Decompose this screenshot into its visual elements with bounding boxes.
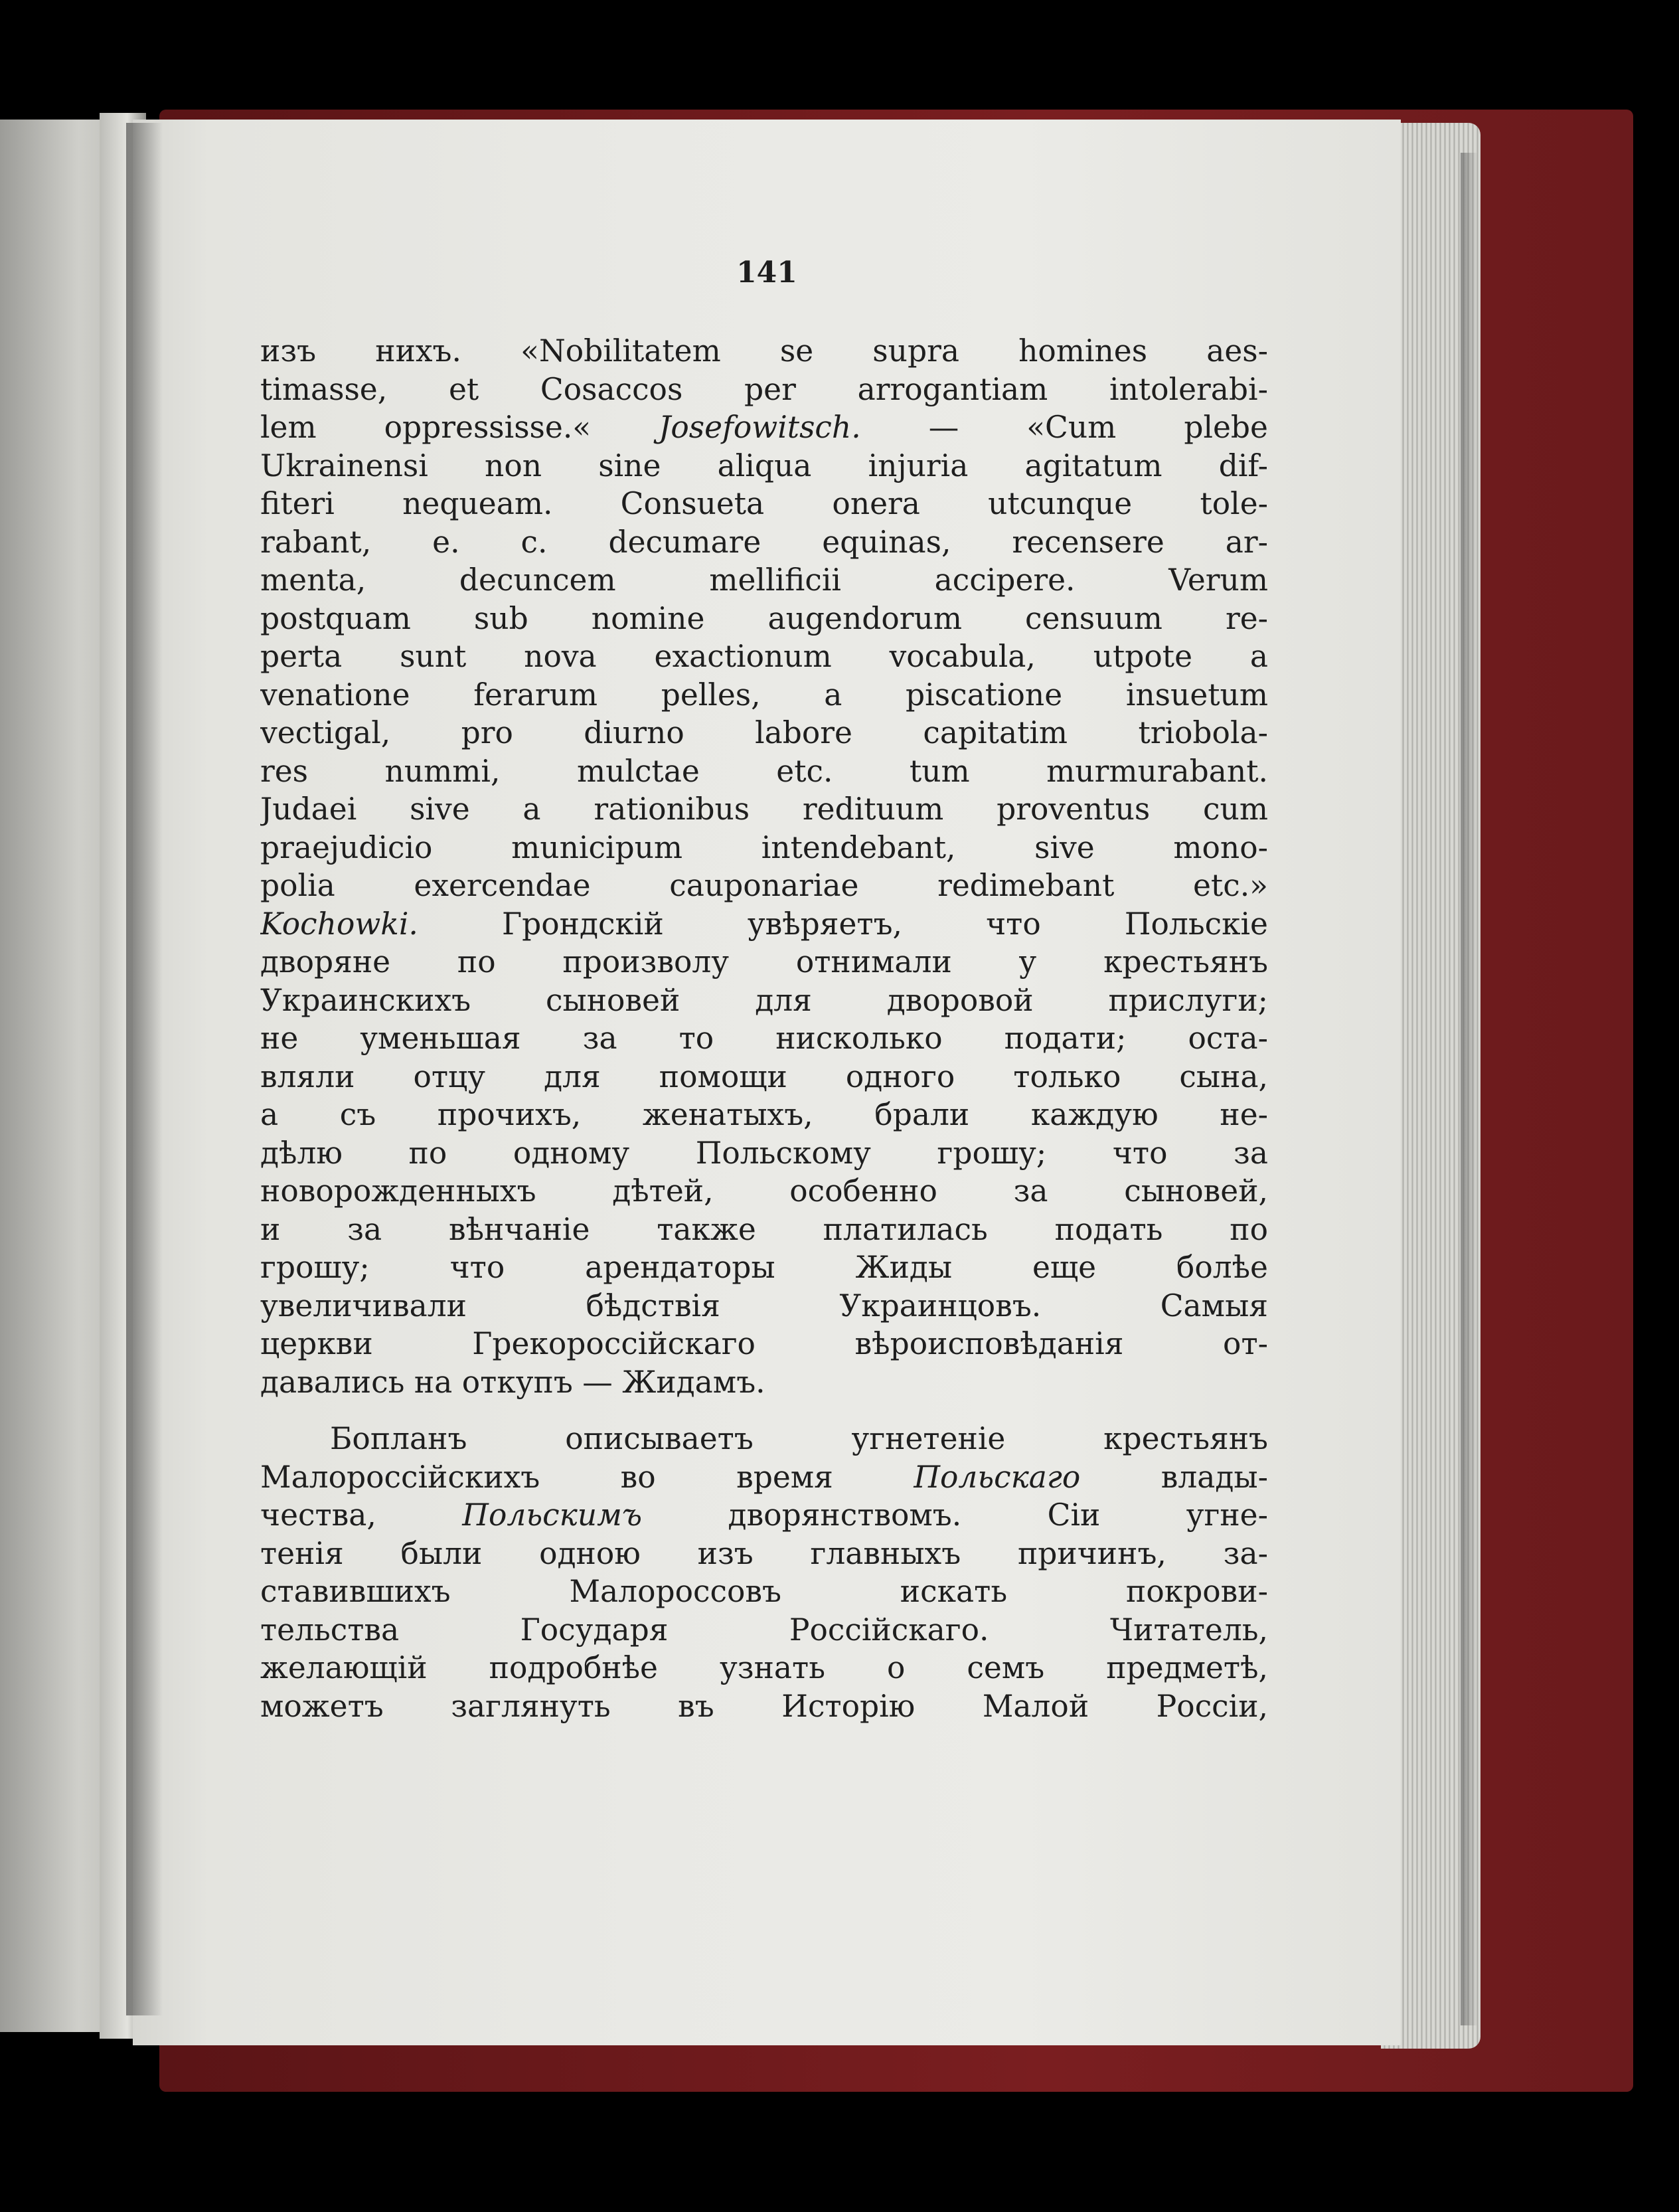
text-line bbox=[260, 1649, 1268, 1687]
text-line bbox=[260, 714, 1268, 752]
page-number: 141 bbox=[736, 256, 797, 290]
text-line bbox=[260, 867, 1268, 905]
text-segment: menta, decuncem mellificii accipere. Verum bbox=[260, 562, 1268, 598]
text-line bbox=[260, 561, 1268, 600]
text-line bbox=[260, 1611, 1268, 1650]
text-segment: res nummi, mulctae etc. tum murmurabant. bbox=[260, 753, 1268, 789]
text-line bbox=[260, 523, 1268, 562]
text-segment: грошу; что арендаторы Жиды еще болѣе bbox=[260, 1250, 1268, 1285]
italic-segment: Польскимъ bbox=[462, 1497, 643, 1533]
text-segment: дѣлю по одному Польскому грошу; что за bbox=[260, 1135, 1268, 1171]
text-line bbox=[260, 1211, 1268, 1249]
text-line bbox=[260, 485, 1268, 523]
text-segment: Малороссійскихъ во время bbox=[260, 1459, 914, 1495]
text-line bbox=[260, 981, 1268, 1020]
text-segment: rabant, e. c. decumare equinas, recensere ar- bbox=[260, 524, 1268, 560]
text-segment: вляли отцу для помощи одного только сына, bbox=[260, 1059, 1268, 1094]
text-line bbox=[260, 1496, 1268, 1535]
text-line bbox=[260, 1363, 1268, 1402]
text-segment: не уменьшая за то нисколько подати; оста- bbox=[260, 1021, 1268, 1056]
text-segment: praejudicio municipum intendebant, sive mono- bbox=[260, 829, 1268, 865]
text-segment: и за вѣнчаніе также платилась подать по bbox=[260, 1211, 1268, 1247]
italic-segment: Польскаго bbox=[914, 1459, 1081, 1495]
text-segment: влады- bbox=[1080, 1459, 1268, 1495]
text-line bbox=[260, 1019, 1268, 1058]
text-segment: церкви Грекороссійскаго вѣроисповѣданія от- bbox=[260, 1326, 1268, 1361]
text-segment: а съ прочихъ, женатыхъ, брали каждую не- bbox=[260, 1097, 1268, 1132]
text-line bbox=[260, 638, 1268, 676]
text-segment: vectigal, pro diurno labore capitatim triobola- bbox=[260, 715, 1268, 750]
text-segment: ставившихъ Малороссовъ искать покрови- bbox=[260, 1574, 1268, 1609]
text-segment: тельства Государя Россійскаго. Читатель, bbox=[260, 1612, 1268, 1648]
text-segment: postquam sub nomine augendorum censuum re- bbox=[260, 600, 1268, 636]
text-segment: — «Cum plebe bbox=[860, 410, 1268, 445]
text-line bbox=[260, 905, 1268, 944]
book-page bbox=[133, 120, 1401, 2045]
text-segment: venatione ferarum pelles, a piscatione insuetum bbox=[260, 677, 1268, 713]
page-block-shadow bbox=[1461, 153, 1478, 2025]
text-line bbox=[260, 752, 1268, 791]
text-line bbox=[260, 447, 1268, 485]
text-line bbox=[260, 676, 1268, 715]
text-line bbox=[260, 1687, 1268, 1726]
text-line bbox=[260, 1458, 1268, 1497]
text-line bbox=[260, 829, 1268, 867]
text-line bbox=[260, 943, 1268, 981]
text-segment: давались на откупъ — Жидамъ. bbox=[260, 1364, 765, 1400]
text-segment: Грондскій увѣряетъ, что Польскіе bbox=[418, 906, 1268, 942]
text-line bbox=[260, 408, 1268, 447]
text-line bbox=[260, 1058, 1268, 1096]
text-segment: perta sunt nova exactionum vocabula, utpote a bbox=[260, 639, 1268, 674]
text-line bbox=[260, 1573, 1268, 1611]
text-line bbox=[260, 1248, 1268, 1287]
text-segment: дворянствомъ. Сіи угне- bbox=[642, 1497, 1268, 1533]
text-line bbox=[260, 332, 1268, 371]
text-segment: дворяне по произволу отнимали у крестьянъ bbox=[260, 944, 1268, 979]
text-line bbox=[260, 1172, 1268, 1211]
text-line bbox=[260, 1134, 1268, 1173]
text-line bbox=[260, 1287, 1268, 1325]
text-line bbox=[260, 600, 1268, 638]
text-segment: lem oppressisse.« bbox=[260, 410, 659, 445]
text-line bbox=[260, 1535, 1268, 1573]
text-line bbox=[260, 790, 1268, 829]
text-segment: можетъ заглянуть въ Исторію Малой Россіи, bbox=[260, 1688, 1268, 1724]
text-segment: Ukrainensi non sine aliqua injuria agitatum dif- bbox=[260, 448, 1268, 483]
text-line bbox=[260, 1096, 1268, 1134]
text-segment: изъ нихъ. «Nobilitatem se supra homines aes- bbox=[260, 333, 1268, 369]
text-segment: timasse, et Cosaccos per arrogantiam intolerabi- bbox=[260, 371, 1268, 407]
italic-segment: Kochowki. bbox=[260, 906, 418, 942]
page-text bbox=[260, 332, 1268, 1725]
text-segment: желающій подробнѣе узнать о семъ предметѣ, bbox=[260, 1650, 1268, 1685]
text-line bbox=[260, 1325, 1268, 1363]
text-line bbox=[260, 371, 1268, 409]
paragraph-gap bbox=[260, 1401, 1268, 1420]
text-segment: Украинскихъ сыновей для дворовой прислуги; bbox=[260, 982, 1268, 1018]
italic-segment: Josefowitsch. bbox=[659, 410, 861, 445]
text-segment: чества, bbox=[260, 1497, 463, 1533]
text-segment: новорожденныхъ дѣтей, особенно за сыновей, bbox=[260, 1173, 1268, 1209]
text-line bbox=[260, 1420, 1268, 1458]
text-segment: тенія были одною изъ главныхъ причинъ, за- bbox=[260, 1535, 1268, 1571]
text-segment: fiteri nequeam. Consueta onera utcunque tole- bbox=[260, 486, 1268, 521]
text-segment: Judaei sive a rationibus redituum proventus cum bbox=[260, 792, 1268, 827]
text-segment: Бопланъ описываетъ угнетеніе крестьянъ bbox=[330, 1421, 1268, 1456]
gutter-shadow bbox=[126, 123, 163, 2015]
text-segment: увеличивали бѣдствія Украинцовъ. Самыя bbox=[260, 1288, 1268, 1323]
text-segment: polia exercendae cauponariae redimebant etc.» bbox=[260, 868, 1268, 903]
